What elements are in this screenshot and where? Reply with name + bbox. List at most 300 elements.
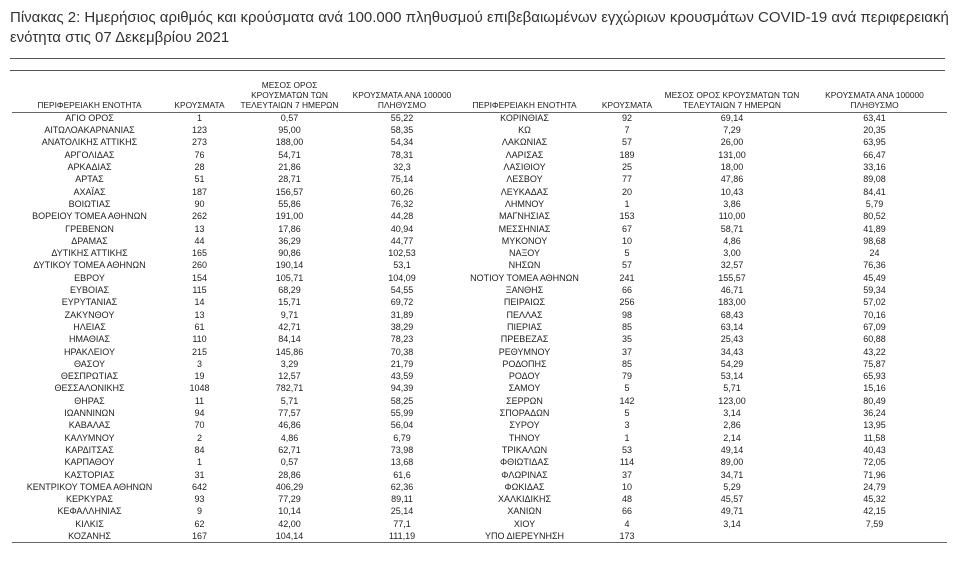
- per100k-cell-right: [802, 531, 947, 543]
- per100k-cell-right: 20,35: [863, 125, 886, 136]
- region-cell-right: ΧΑΛΚΙΔΙΚΗΣ: [497, 494, 552, 505]
- table-body: [12, 113, 947, 543]
- table-row: [12, 531, 947, 543]
- table-row: [12, 334, 947, 346]
- cases-cell-right: 173: [592, 531, 662, 543]
- per100k-cell-right: 60,88: [863, 334, 886, 345]
- per100k-cell-right: 65,93: [863, 371, 886, 382]
- avg7-cell-left: 36,29: [278, 235, 301, 246]
- header-per100k-right: ΚΡΟΥΣΜΑΤΑ ΑΝΑ 100000 ΠΛΗΘΥΣΜΟ: [825, 90, 924, 110]
- per100k-cell-left: 104,09: [388, 272, 416, 283]
- cases-cell-left: 2: [196, 432, 202, 443]
- avg7-cell-right: 2,14: [723, 432, 741, 443]
- per100k-cell-left: 73,98: [390, 444, 414, 455]
- region-cell-left: ΗΜΑΘΙΑΣ: [69, 334, 110, 345]
- region-cell-left: ΑΡΚΑΔΙΑΣ: [67, 162, 112, 173]
- region-cell-right: ΛΕΥΚΑΔΑΣ: [500, 186, 549, 197]
- per100k-cell-right: 72,05: [863, 457, 886, 468]
- avg7-cell-left: 12,57: [278, 371, 301, 382]
- table-row: [12, 272, 947, 284]
- region-cell-right: ΦΘΙΩΤΙΔΑΣ: [500, 457, 549, 468]
- cases-cell-right: 5: [624, 408, 630, 419]
- per100k-cell-left: 21,79: [390, 358, 414, 369]
- header-cases-right: ΚΡΟΥΣΜΑΤΑ: [601, 100, 653, 110]
- per100k-cell-left: 6,79: [393, 432, 411, 443]
- per100k-cell-right: 36,24: [863, 408, 886, 419]
- per100k-cell-left: 60,26: [390, 186, 414, 197]
- region-cell-right: ΧΙΟΥ: [513, 518, 536, 529]
- avg7-cell-left: 5,71: [280, 395, 299, 406]
- region-cell-left: ΚΙΛΚΙΣ: [75, 518, 104, 529]
- avg7-cell-right: 3,86: [723, 198, 741, 209]
- per100k-cell-right: 24,79: [863, 481, 886, 492]
- table-row: [12, 457, 947, 469]
- avg7-cell-left: 4,86: [280, 432, 299, 443]
- per100k-cell-right: 63,41: [802, 113, 947, 125]
- region-cell-left: ΑΡΤΑΣ: [75, 174, 104, 185]
- per100k-cell-left: 53,1: [393, 260, 411, 271]
- avg7-cell-right: 10,43: [720, 186, 744, 197]
- per100k-cell-left: 70,38: [390, 346, 414, 357]
- cases-cell-left: 262: [191, 211, 208, 222]
- table-row: [12, 137, 947, 149]
- avg7-cell-left: 55,86: [278, 198, 301, 209]
- cases-cell-left: 187: [191, 186, 208, 197]
- region-cell-left: ΔΥΤΙΚΟΥ ΤΟΜΕΑ ΑΘΗΝΩΝ: [33, 260, 146, 271]
- avg7-cell-right: 3,14: [723, 518, 741, 529]
- table-row: [12, 358, 947, 370]
- region-cell-right: ΜΥΚΟΝΟΥ: [501, 235, 548, 246]
- per100k-cell-left: 75,14: [390, 174, 414, 185]
- avg7-cell-left: 9,71: [280, 309, 299, 320]
- cases-cell-right: 153: [619, 211, 635, 222]
- avg7-cell-right: 5,71: [723, 383, 741, 394]
- per100k-cell-left: 44,77: [390, 235, 414, 246]
- per100k-cell-left: 31,89: [390, 309, 414, 320]
- table-row: [12, 518, 947, 530]
- table-row: [12, 322, 947, 334]
- avg7-cell-right: 32,57: [720, 260, 744, 271]
- avg7-cell-left: 188,00: [275, 137, 304, 148]
- avg7-cell-right: 123,00: [718, 395, 746, 406]
- avg7-cell-right: 5,29: [723, 481, 741, 492]
- avg7-cell-left: 42,71: [278, 321, 301, 332]
- table-row: [12, 297, 947, 309]
- region-cell-left: ΕΒΡΟΥ: [74, 272, 105, 283]
- region-cell-left: ΚΕΝΤΡΙΚΟΥ ΤΟΜΕΑ ΑΘΗΝΩΝ: [26, 481, 153, 492]
- region-cell-right: ΡΕΘΥΜΝΟΥ: [498, 346, 551, 357]
- top-rule: [10, 58, 945, 59]
- per100k-cell-left: 77,1: [393, 518, 411, 529]
- table-row: [12, 445, 947, 457]
- region-cell-left: ΕΥΡΥΤΑΝΙΑΣ: [61, 297, 118, 308]
- cases-cell-left: 260: [191, 260, 208, 271]
- per100k-cell-left: 25,14: [390, 506, 414, 517]
- region-cell-left: ΑΙΤΩΛΟΑΚΑΡΝΑΝΙΑΣ: [44, 125, 135, 136]
- avg7-cell-right: 45,57: [720, 494, 744, 505]
- region-cell-right: ΥΠΟ ΔΙΕΡΕΥΝΗΣΗ: [457, 531, 592, 543]
- per100k-cell-right: 24: [869, 248, 880, 259]
- cases-cell-left: 44: [194, 235, 205, 246]
- avg7-cell-left: 17,86: [278, 223, 301, 234]
- cases-cell-right: 37: [621, 346, 632, 357]
- region-cell-left: ΚΕΡΚΥΡΑΣ: [66, 494, 113, 505]
- cases-cell-left: 115: [192, 285, 207, 296]
- cases-cell-left: 90: [194, 198, 205, 209]
- region-cell-right: ΛΕΣΒΟΥ: [506, 174, 543, 185]
- per100k-cell-left: 102,53: [388, 248, 416, 259]
- cases-cell-right: 10: [621, 481, 632, 492]
- avg7-cell-right: 68,43: [720, 309, 744, 320]
- region-cell-right: ΞΑΝΘΗΣ: [505, 285, 544, 296]
- per100k-cell-left: 43,59: [390, 371, 414, 382]
- region-cell-left: ΚΑΒΑΛΑΣ: [68, 420, 111, 431]
- per100k-cell-left: 58,25: [390, 395, 414, 406]
- avg7-cell-right: 69,14: [662, 113, 802, 125]
- avg7-cell-left: 782,71: [275, 383, 304, 394]
- per100k-cell-left: 94,39: [390, 383, 414, 394]
- cases-cell-left: 110: [192, 334, 207, 345]
- cases-cell-right: 57: [621, 260, 632, 271]
- region-cell-left: ΚΟΖΑΝΗΣ: [12, 531, 167, 543]
- region-cell-left: ΖΑΚΥΝΘΟΥ: [64, 309, 115, 320]
- per100k-cell-right: 80,49: [863, 395, 886, 406]
- per100k-cell-right: 71,96: [863, 469, 886, 480]
- table-row: [12, 285, 947, 297]
- avg7-cell-right: 47,86: [720, 174, 744, 185]
- region-cell-left: ΗΡΑΚΛΕΙΟΥ: [63, 346, 116, 357]
- table-row: [12, 235, 947, 247]
- cases-cell-left: 13: [194, 223, 205, 234]
- avg7-cell-right: 34,71: [720, 469, 744, 480]
- region-cell-right: ΡΟΔΟΥ: [508, 371, 541, 382]
- region-cell-right: ΦΛΩΡΙΝΑΣ: [501, 469, 548, 480]
- avg7-cell-right: 155,57: [718, 272, 746, 283]
- per100k-cell-right: 15,16: [863, 383, 886, 394]
- cases-cell-right: 53: [621, 444, 632, 455]
- region-cell-left: ΙΩΑΝΝΙΝΩΝ: [64, 408, 115, 419]
- region-cell-right: ΝΟΤΙΟΥ ΤΟΜΕΑ ΑΘΗΝΩΝ: [470, 272, 579, 283]
- avg7-cell-left: 0,57: [280, 457, 299, 468]
- per100k-cell-left: 69,72: [390, 297, 414, 308]
- cases-cell-right: 20: [621, 186, 632, 197]
- region-cell-left: ΘΕΣΠΡΩΤΙΑΣ: [60, 371, 119, 382]
- per100k-cell-right: 67,09: [863, 321, 886, 332]
- header-cases-left: ΚΡΟΥΣΜΑΤΑ: [174, 100, 225, 110]
- avg7-cell-right: 3,14: [723, 408, 741, 419]
- per100k-cell-right: 5,79: [865, 198, 884, 209]
- avg7-cell-right: 131,00: [718, 149, 746, 160]
- per100k-cell-left: 111,19: [347, 531, 457, 543]
- per100k-cell-left: 55,99: [390, 408, 414, 419]
- cases-cell-left: 215: [191, 346, 208, 357]
- cases-cell-right: 1: [624, 198, 630, 209]
- cases-cell-left: 70: [194, 420, 205, 431]
- table-row: [12, 260, 947, 272]
- region-cell-right: ΜΕΣΣΗΝΙΑΣ: [498, 223, 551, 234]
- region-cell-right: ΛΗΜΝΟΥ: [504, 198, 545, 209]
- table-row: [12, 162, 947, 174]
- region-cell-right: ΛΑΡΙΣΑΣ: [505, 149, 544, 160]
- region-cell-right: ΠΕΙΡΑΙΩΣ: [503, 297, 546, 308]
- cases-cell-left: 31: [194, 469, 205, 480]
- cases-cell-right: 85: [621, 321, 632, 332]
- per100k-cell-right: 66,47: [863, 149, 886, 160]
- per100k-cell-right: 98,68: [863, 235, 886, 246]
- per100k-cell-right: 45,32: [863, 494, 886, 505]
- table-row: [12, 469, 947, 481]
- region-cell-left: ΑΧΑΪΑΣ: [73, 186, 106, 197]
- table-row: [12, 248, 947, 260]
- avg7-cell-left: 156,57: [275, 186, 304, 197]
- cases-cell-left: 14: [194, 297, 205, 308]
- per100k-cell-left: 58,35: [390, 125, 414, 136]
- region-cell-right: ΠΡΕΒΕΖΑΣ: [500, 334, 549, 345]
- region-cell-left: ΑΡΓΟΛΙΔΑΣ: [64, 149, 115, 160]
- avg7-cell-right: 3,00: [723, 248, 741, 259]
- region-cell-right: ΣΑΜΟΥ: [508, 383, 541, 394]
- per100k-cell-right: 57,02: [863, 297, 886, 308]
- table-row: [12, 309, 947, 321]
- table-row: [12, 432, 947, 444]
- region-cell-left: ΓΡΕΒΕΝΩΝ: [65, 223, 114, 234]
- per100k-cell-right: 45,49: [863, 272, 886, 283]
- per100k-cell-right: 84,41: [863, 186, 886, 197]
- avg7-cell-left: 15,71: [278, 297, 301, 308]
- cases-cell-left: 3: [196, 358, 202, 369]
- table-row: [12, 420, 947, 432]
- table-row: [12, 408, 947, 420]
- cases-cell-left: 61: [194, 321, 205, 332]
- region-cell-left: ΚΑΣΤΟΡΙΑΣ: [64, 469, 115, 480]
- table-row: [12, 383, 947, 395]
- per100k-cell-right: 13,95: [863, 420, 886, 431]
- avg7-cell-right: 54,29: [720, 358, 744, 369]
- avg7-cell-left: 84,14: [278, 334, 301, 345]
- region-cell-left: ΚΕΦΑΛΛΗΝΙΑΣ: [57, 506, 122, 517]
- cases-cell-right: 114: [619, 457, 635, 468]
- avg7-cell-left: 77,57: [278, 408, 301, 419]
- table-row: [12, 481, 947, 493]
- cases-cell-right: 256: [619, 297, 635, 308]
- cases-cell-right: 35: [621, 334, 632, 345]
- table-row: [12, 125, 947, 137]
- cases-cell-right: 98: [621, 309, 632, 320]
- header-region-left: ΠΕΡΙΦΕΡΕΙΑΚΗ ΕΝΟΤΗΤΑ: [37, 100, 142, 110]
- avg7-cell-right: 46,71: [720, 285, 744, 296]
- cases-cell-right: 4: [624, 518, 630, 529]
- cases-cell-right: 48: [621, 494, 632, 505]
- cases-cell-left: 62: [194, 518, 205, 529]
- table-row: [12, 395, 947, 407]
- cases-cell-right: 7: [624, 125, 630, 136]
- per100k-cell-left: 38,29: [390, 321, 414, 332]
- region-cell-left: ΚΑΡΔΙΤΣΑΣ: [65, 444, 114, 455]
- region-cell-right: ΜΑΓΝΗΣΙΑΣ: [498, 211, 551, 222]
- cases-cell-left: 76: [194, 149, 205, 160]
- region-cell-left: ΚΑΡΠΑΘΟΥ: [64, 457, 115, 468]
- per100k-cell-left: 54,34: [390, 137, 414, 148]
- cases-cell-left: 28: [194, 162, 205, 173]
- per100k-cell-left: 40,94: [390, 223, 414, 234]
- per100k-cell-right: 89,08: [863, 174, 886, 185]
- region-cell-left: ΔΡΑΜΑΣ: [71, 235, 108, 246]
- region-cell-left: ΑΝΑΤΟΛΙΚΗΣ ΑΤΤΙΚΗΣ: [41, 137, 138, 148]
- region-cell-right: ΦΩΚΙΔΑΣ: [504, 481, 545, 492]
- per100k-cell-right: 41,89: [863, 223, 886, 234]
- avg7-cell-left: 54,71: [278, 149, 301, 160]
- avg7-cell-left: 145,86: [275, 346, 304, 357]
- per100k-cell-right: 70,16: [863, 309, 886, 320]
- table-row: [12, 506, 947, 518]
- cases-cell-right: 77: [621, 174, 632, 185]
- cases-cell-right: 66: [621, 285, 632, 296]
- cases-cell-right: 5: [624, 248, 630, 259]
- region-cell-left: ΗΛΕΙΑΣ: [73, 321, 106, 332]
- avg7-cell-right: 4,86: [723, 235, 741, 246]
- region-cell-right: ΣΠΟΡΑΔΩΝ: [499, 408, 550, 419]
- avg7-cell-left: 28,71: [278, 174, 301, 185]
- region-cell-left: ΑΓΙΟ ΟΡΟΣ: [12, 113, 167, 125]
- cases-cell-right: 67: [621, 223, 632, 234]
- cases-cell-left: 93: [194, 494, 205, 505]
- table-title: Πίνακας 2: Ημερήσιος αριθμός και κρούσματα ανά 100.000 πληθυσμού επιβεβαιωμένων εγχώριων κρουσμάτων COVID-19 ανά περιφερειακή ενότητα στις 07 Δεκεμβρίου 2021: [10, 9, 949, 46]
- avg7-cell-left: 3,29: [280, 358, 299, 369]
- cases-cell-left: 84: [194, 444, 205, 455]
- avg7-cell-left: 62,71: [278, 444, 301, 455]
- avg7-cell-left: 21,86: [278, 162, 301, 173]
- header-rule: [10, 70, 945, 71]
- cases-cell-left: 19: [194, 371, 205, 382]
- covid-cases-table: [12, 80, 947, 543]
- region-cell-right: ΚΩ: [518, 125, 531, 136]
- cases-cell-left: 642: [191, 481, 208, 492]
- per100k-cell-left: 62,36: [390, 481, 414, 492]
- table-row: [12, 494, 947, 506]
- per100k-cell-left: 76,32: [390, 198, 414, 209]
- region-cell-right: ΣΕΡΡΩΝ: [506, 395, 543, 406]
- per100k-cell-left: 54,55: [390, 285, 414, 296]
- region-cell-left: ΒΟΙΩΤΙΑΣ: [68, 198, 111, 209]
- avg7-cell-left: 42,00: [278, 518, 301, 529]
- cases-cell-left: 1: [196, 457, 202, 468]
- per100k-cell-left: 61,6: [393, 469, 411, 480]
- avg7-cell-right: [662, 531, 802, 543]
- avg7-cell-left: 90,86: [278, 248, 301, 259]
- cases-cell-right: 142: [619, 395, 635, 406]
- per100k-cell-left: 55,22: [347, 113, 457, 125]
- region-cell-left: ΘΕΣΣΑΛΟΝΙΚΗΣ: [54, 383, 125, 394]
- cases-cell-left: 11: [194, 395, 205, 406]
- avg7-cell-right: 2,86: [723, 420, 741, 431]
- region-cell-right: ΠΕΛΛΑΣ: [506, 309, 543, 320]
- region-cell-left: ΕΥΒΟΙΑΣ: [69, 285, 110, 296]
- avg7-cell-left: 10,14: [278, 506, 301, 517]
- table-row: [12, 346, 947, 358]
- avg7-cell-right: 89,00: [720, 457, 744, 468]
- avg7-cell-right: 110,00: [718, 211, 746, 222]
- cases-cell-left: 167: [167, 531, 232, 543]
- header-avg7-left: ΜΕΣΟΣ ΟΡΟΣ ΚΡΟΥΣΜΑΤΩΝ ΤΩΝ ΤΕΛΕΥΤΑΙΩΝ 7 ΗΜΕΡΩΝ: [240, 80, 339, 110]
- cases-cell-left: 165: [191, 248, 208, 259]
- region-cell-right: ΚΟΡΙΝΘΙΑΣ: [457, 113, 592, 125]
- table-row: [12, 199, 947, 211]
- cases-cell-right: 66: [621, 506, 632, 517]
- table-row: [12, 174, 947, 186]
- cases-cell-right: 5: [624, 383, 630, 394]
- cases-cell-right: 85: [621, 358, 632, 369]
- avg7-cell-right: 26,00: [720, 137, 744, 148]
- cases-cell-right: 241: [619, 272, 635, 283]
- avg7-cell-right: 63,14: [720, 321, 744, 332]
- table-row: [12, 223, 947, 235]
- region-cell-left: ΚΑΛΥΜΝΟΥ: [64, 432, 115, 443]
- per100k-cell-right: 75,87: [863, 358, 886, 369]
- per100k-cell-right: 59,34: [863, 285, 886, 296]
- region-cell-right: ΠΙΕΡΙΑΣ: [506, 321, 543, 332]
- per100k-cell-right: 40,43: [863, 444, 886, 455]
- cases-cell-left: 1048: [189, 383, 210, 394]
- cases-cell-left: 9: [196, 506, 202, 517]
- cases-cell-right: 25: [621, 162, 632, 173]
- header-avg7-right: ΜΕΣΟΣ ΟΡΟΣ ΚΡΟΥΣΜΑΤΩΝ ΤΩΝ ΤΕΛΕΥΤΑΙΩΝ 7 ΗΜΕΡΩΝ: [664, 90, 800, 110]
- avg7-cell-left: 104,14: [232, 531, 347, 543]
- cases-cell-right: 79: [621, 371, 632, 382]
- avg7-cell-right: 18,00: [720, 162, 744, 173]
- cases-cell-right: 92: [592, 113, 662, 125]
- per100k-cell-right: 43,22: [863, 346, 886, 357]
- per100k-cell-left: 56,04: [390, 420, 414, 431]
- per100k-cell-right: 33,16: [863, 162, 886, 173]
- per100k-cell-right: 11,58: [863, 432, 886, 443]
- region-cell-right: ΣΥΡΟΥ: [509, 420, 540, 431]
- region-cell-right: ΛΑΣΙΘΙΟΥ: [503, 162, 546, 173]
- region-cell-left: ΒΟΡΕΙΟΥ ΤΟΜΕΑ ΑΘΗΝΩΝ: [32, 211, 147, 222]
- avg7-cell-right: 49,14: [720, 444, 744, 455]
- region-cell-right: ΛΑΚΩΝΙΑΣ: [501, 137, 548, 148]
- avg7-cell-right: 49,71: [720, 506, 744, 517]
- avg7-cell-left: 68,29: [278, 285, 301, 296]
- avg7-cell-left: 77,29: [278, 494, 301, 505]
- region-cell-right: ΝΗΣΩΝ: [508, 260, 541, 271]
- avg7-cell-left: 46,86: [278, 420, 301, 431]
- cases-cell-right: 37: [621, 469, 632, 480]
- cases-cell-right: 10: [621, 235, 632, 246]
- table-row: [12, 211, 947, 223]
- cases-cell-right: 3: [624, 420, 630, 431]
- avg7-cell-right: 7,29: [723, 125, 741, 136]
- per100k-cell-left: 89,11: [391, 494, 413, 505]
- table-row: [12, 113, 947, 125]
- avg7-cell-left: 406,29: [275, 481, 304, 492]
- region-cell-right: ΡΟΔΟΠΗΣ: [502, 358, 547, 369]
- avg7-cell-left: 0,57: [232, 113, 347, 125]
- region-cell-right: ΧΑΝΙΩΝ: [507, 506, 542, 517]
- cases-cell-right: 57: [621, 137, 632, 148]
- per100k-cell-left: 78,23: [390, 334, 414, 345]
- per100k-cell-left: 32,3: [393, 162, 411, 173]
- cases-cell-right: 189: [619, 149, 635, 160]
- per100k-cell-right: 76,36: [863, 260, 886, 271]
- per100k-cell-left: 13,68: [390, 457, 414, 468]
- cases-cell-left: 123: [191, 125, 208, 136]
- per100k-cell-right: 42,15: [863, 506, 886, 517]
- avg7-cell-left: 28,86: [278, 469, 301, 480]
- avg7-cell-left: 190,14: [275, 260, 304, 271]
- table-row: [12, 149, 947, 161]
- per100k-cell-left: 78,31: [390, 149, 414, 160]
- cases-cell-left: 94: [194, 408, 205, 419]
